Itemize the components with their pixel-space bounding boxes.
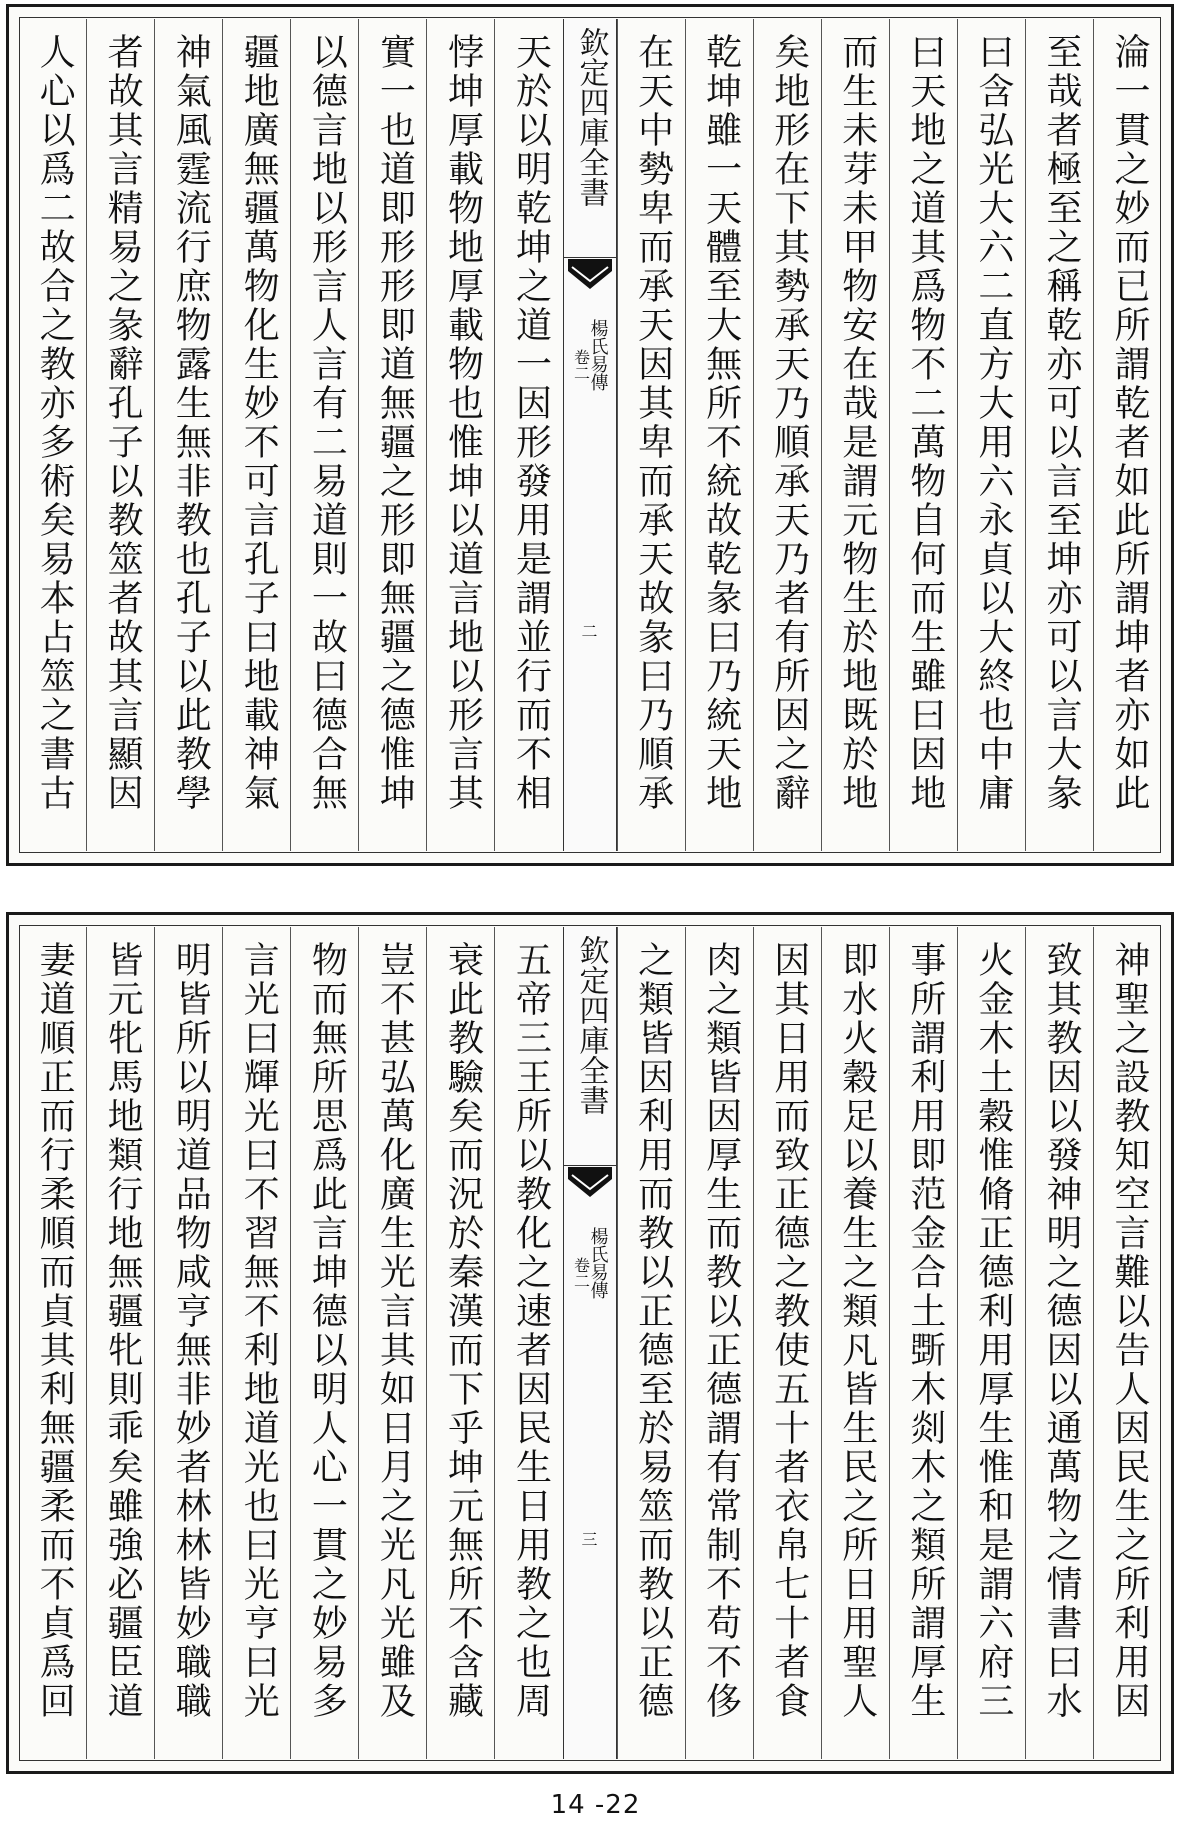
text-column: 淪一貫之妙而已所謂乾者如此所謂坤者亦如此 <box>1093 19 1161 851</box>
fish-tail-mark-icon <box>568 259 612 299</box>
text-columns <box>19 927 1161 1759</box>
collection-title: 欽定四庫全書 <box>564 27 616 258</box>
text-column: 肉之類皆因厚生而教以正德謂有常制不苟不侈 <box>685 927 753 1759</box>
page-number-footer: 14 -22 <box>550 1790 641 1820</box>
text-column: 以德言地以形言人言有二易道則一故曰德合無 <box>290 19 358 851</box>
page-frame <box>6 4 1174 866</box>
volume-label: 卷二 <box>571 1257 591 1289</box>
text-column: 因其日用而致正德之教使五十者衣帛七十者食 <box>753 927 821 1759</box>
text-column: 乾坤雖一天體至大無所不統故乾彖曰乃統天地 <box>685 19 753 851</box>
text-column: 物而無所思爲此言坤德以明人心一貫之妙易多 <box>290 927 358 1759</box>
text-column: 五帝三王所以教化之速者因民生日用教之也周 <box>494 927 562 1759</box>
center-margin-banka <box>563 927 617 1759</box>
text-column: 致其教因以發神明之德因以通萬物之情書曰水 <box>1025 927 1093 1759</box>
text-column: 火金木土穀惟脩正德利用厚生惟和是謂六府三 <box>957 927 1025 1759</box>
volume-label: 卷二 <box>571 349 591 381</box>
text-column: 神聖之設教知空言難以告人因民生之所利用因 <box>1093 927 1161 1759</box>
text-column: 實一也道即形形即道無疆之形即無疆之德惟坤 <box>358 19 426 851</box>
page-frame <box>6 912 1174 1774</box>
fish-tail-mark-icon <box>568 1167 612 1207</box>
text-column: 事所謂利用即范金合土斲木剡木之類所謂厚生 <box>889 927 957 1759</box>
center-margin-banka <box>563 19 617 851</box>
text-column: 至哉者極至之稱乾亦可以言至坤亦可以言大彖 <box>1025 19 1093 851</box>
text-column: 天於以明乾坤之道一因形發用是謂並行而不相 <box>494 19 562 851</box>
text-column: 者故其言精易之彖辭孔子以教筮者故其言顯因 <box>86 19 154 851</box>
text-column: 矣地形在下其勢承天乃順承天乃者有所因之辭 <box>753 19 821 851</box>
text-column: 妻道順正而行柔順而貞其利無疆柔而不貞爲回 <box>34 941 76 1721</box>
text-column: 悖坤厚載物地厚載物也惟坤以道言地以形言其 <box>426 19 494 851</box>
text-column: 疆地廣無疆萬物化生妙不可言孔子曰地載神氣 <box>222 19 290 851</box>
text-column: 神氣風霆流行庶物露生無非教也孔子以此教學 <box>154 19 222 851</box>
book-title: 楊氏易傳 <box>587 319 609 391</box>
page-bottom <box>0 908 1191 1788</box>
page-top <box>0 0 1191 880</box>
text-column: 皆元牝馬地類行地無疆牝則乖矣雖強必疆臣道 <box>86 927 154 1759</box>
text-column: 明皆所以明道品物咸亨無非妙者林林皆妙職職 <box>154 927 222 1759</box>
leaf-number: 二 <box>581 622 598 641</box>
text-columns <box>19 19 1161 851</box>
text-column: 人心以爲二故合之教亦多術矣易本占筮之書古 <box>34 33 76 813</box>
text-column: 曰含弘光大六二直方大用六永貞以大終也中庸 <box>957 19 1025 851</box>
text-column: 言光曰輝光曰不習無不利地道光也曰光亨曰光 <box>222 927 290 1759</box>
text-column: 在天中勢卑而承天因其卑而承天故彖曰乃順承 <box>617 19 685 851</box>
text-column: 即水火穀足以養生之類凡皆生民之所日用聖人 <box>821 927 889 1759</box>
book-title: 楊氏易傳 <box>587 1227 609 1299</box>
text-column: 之類皆因利用而教以正德至於易筮而教以正德 <box>617 927 685 1759</box>
text-column: 而生未芽未甲物安在哉是謂元物生於地既於地 <box>821 19 889 851</box>
collection-title: 欽定四庫全書 <box>564 935 616 1166</box>
leaf-number: 三 <box>581 1530 598 1549</box>
text-column: 豈不甚弘萬化廣生光言其如日月之光凡光雖及 <box>358 927 426 1759</box>
text-column: 曰天地之道其爲物不二萬物自何而生雖曰因地 <box>889 19 957 851</box>
text-column: 衰此教驗矣而況於秦漢而下乎坤元無所不含藏 <box>426 927 494 1759</box>
